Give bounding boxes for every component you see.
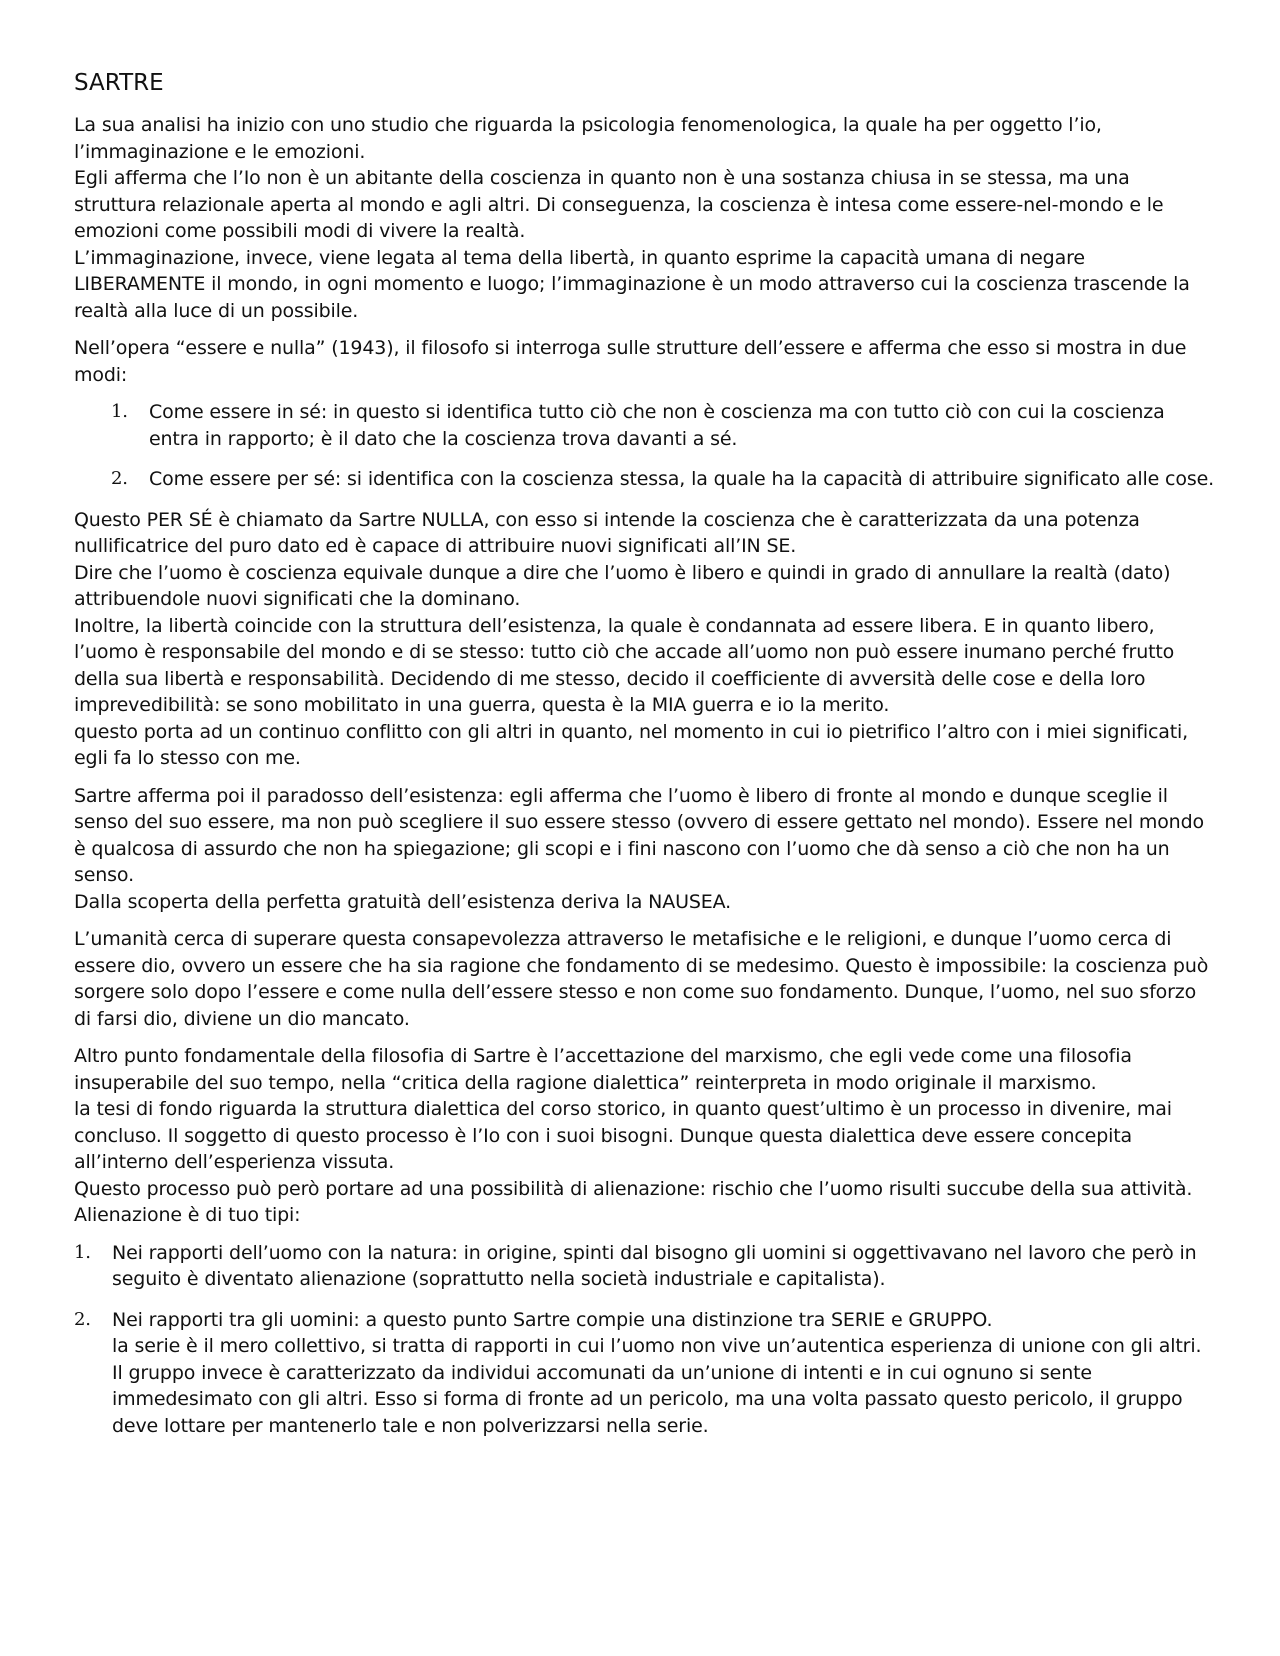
paragraph: Inoltre, la libertà coincide con la struttura dell’esistenza, la quale è condannata ad essere libera. E in quanto libero, l’uomo è responsabile del mondo e di se stesso: tutto ciò che accade all’uomo non può essere inumano perché frutto della sua libertà e responsabilità. Decidendo di me stesso, decido il coefficiente di avversità delle cose e della loro imprevedibilità: se sono mobilitato in una guerra, questa è la MIA guerra e io la merito. — [74, 614, 1175, 716]
list-item — [74, 466, 1214, 493]
paragraph: Altro punto fondamentale della filosofia di Sartre è l’accettazione del marxismo, che egli vede come una filosofia insuperabile del suo tempo, nella “critica della ragione dialettica” reinterpreta in modo originale il marxismo. — [74, 1045, 1132, 1094]
paragraph: Nell’opera “essere e nulla” (1943), il filosofo si interroga sulle strutture dell’essere e afferma che esso si mostra in due modi: — [74, 337, 1187, 386]
list-item-text: Come essere in sé: in questo si identifica tutto ciò che non è coscienza ma con tutto ciò con cui la coscienza entra in rapporto; è il dato che la coscienza trova davanti a sé. — [149, 401, 1165, 450]
intro-section — [74, 112, 1214, 324]
list-item-text: Nei rapporti dell’uomo con la natura: in origine, spinti dal bisogno gli uomini si oggettivavano nel lavoro che però in seguito è diventato alienazione (soprattutto nella società industriale e capitalista). — [112, 1241, 1197, 1290]
list-item-text: la serie è il mero collettivo, si tratta di rapporti in cui l’uomo non vive un’autentica esperienza di unione con gli altri. Il gruppo invece è caratterizzato da individui accomunati da un’unione di intenti e in cui ognuno si sente immedesimato con gli altri. Esso si forma di fronte ad un pericolo, ma una volta passato questo pericolo, il gruppo deve lottare per mantenerlo tale e non polverizzarsi nella serie. — [112, 1335, 1202, 1437]
paragraph: la tesi di fondo riguarda la struttura dialettica del corso storico, in quanto quest’ultimo è un processo in divenire, mai concluso. Il soggetto di questo processo è l’Io con i suoi bisogni. Dunque questa dialettica deve essere concepita all’interno dell’esperienza vissuta. — [74, 1098, 1172, 1173]
list-item-text: Nei rapporti tra gli uomini: a questo punto Sartre compie una distinzione tra SERIE e GRUPPO. — [112, 1308, 993, 1331]
modi-list — [74, 399, 1214, 493]
paragraph: Questo PER SÉ è chiamato da Sartre NULLA, con esso si intende la coscienza che è caratterizzata da una potenza nullificatrice del puro dato ed è capace di attribuire nuovi significati all’IN SE. — [74, 508, 1140, 557]
paradosso-section — [74, 783, 1214, 916]
umanita-section — [74, 926, 1214, 1032]
paragraph: Egli afferma che l’Io non è un abitante della coscienza in quanto non è una sostanza chiusa in se stessa, ma una struttura relazionale aperta al mondo e agli altri. Di conseguenza, la coscienza è intesa come essere-nel-mondo e le emozioni come possibili modi di vivere la realtà. — [74, 167, 1164, 242]
paragraph: L’immaginazione, invece, viene legata al tema della libertà, in quanto esprime la capacità umana di negare LIBERAMENTE il mondo, in ogni momento e luogo; l’immaginazione è un modo attraverso cui la coscienza trascende la realtà alla luce di un possibile. — [74, 246, 1190, 322]
paragraph: Dire che l’uomo è coscienza equivale dunque a dire che l’uomo è libero e quindi in grado di annullare la realtà (dato) attribuendole nuovi significati che la dominano. — [74, 561, 1171, 610]
paragraph: questo porta ad un continuo conflitto con gli altri in quanto, nel momento in cui io pietrifico l’altro con i miei significati, egli fa lo stesso con me. — [74, 720, 1189, 769]
document-page — [74, 68, 1214, 1453]
list-item — [74, 399, 1214, 452]
paragraph: La sua analisi ha inizio con uno studio che riguarda la psicologia fenomenologica, la quale ha per oggetto l’io, l’immaginazione e le emozioni. — [74, 114, 1102, 163]
paragraph: Questo processo può però portare ad una possibilità di alienazione: rischio che l’uomo risulti succube della sua attività. Alienazione è di tuo tipi: — [74, 1177, 1193, 1226]
list-number: 1. — [111, 401, 128, 422]
list-item — [74, 1307, 1214, 1440]
list-item — [74, 1240, 1214, 1293]
page-title: SARTRE — [74, 70, 164, 96]
paragraph: Sartre afferma poi il paradosso dell’esistenza: egli afferma che l’uomo è libero di fronte al mondo e dunque sceglie il senso del suo essere, ma non può scegliere il suo essere stesso (ovvero di essere gettato nel mondo). Essere nel mondo è qualcosa di assurdo che non ha spiegazione; gli scopi e i fini nascono con l’uomo che dà senso a ciò che non ha un senso. — [74, 784, 1204, 886]
per-se-section — [74, 507, 1214, 772]
list-number: 2. — [111, 468, 128, 489]
list-item-text: Come essere per sé: si identifica con la coscienza stessa, la quale ha la capacità di attribuire significato alle cose. — [149, 468, 1215, 490]
marxismo-section — [74, 1043, 1214, 1229]
paragraph: L’umanità cerca di superare questa consapevolezza attraverso le metafisiche e le religioni, e dunque l’uomo cerca di essere dio, ovvero un essere che ha sia ragione che fondamento di se medesimo. Questo è impossibile: la coscienza può sorgere solo dopo l’essere e come nulla dell’essere stesso e non come suo fondamento. Dunque, l’uomo, nel suo sforzo di farsi dio, diviene un dio mancato. — [74, 928, 1209, 1030]
list-number: 2. — [74, 1308, 91, 1330]
list-number: 1. — [74, 1241, 91, 1263]
essere-nulla-section — [74, 335, 1214, 388]
paragraph: Dalla scoperta della perfetta gratuità dell’esistenza deriva la NAUSEA. — [74, 890, 732, 913]
alienazione-list — [74, 1240, 1214, 1440]
